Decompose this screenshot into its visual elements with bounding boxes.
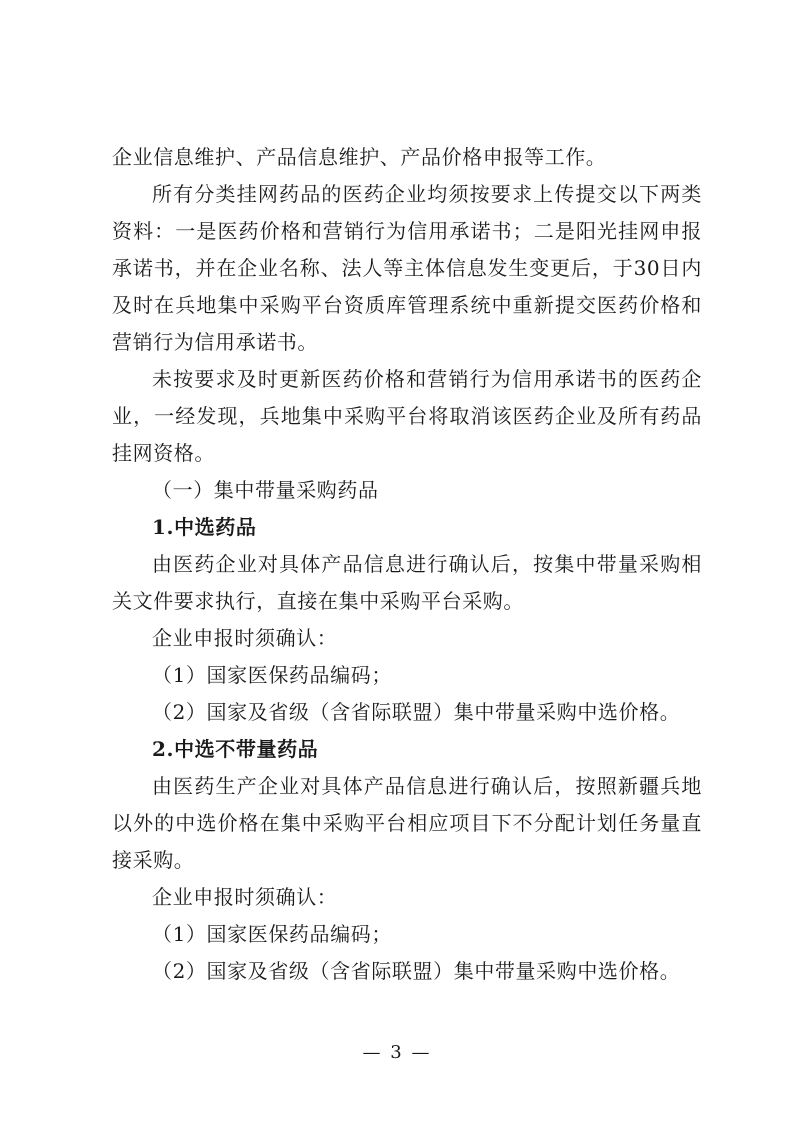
list-item-2: （2）国家及省级（含省际联盟）集中带量采购中选价格。 [152, 700, 681, 724]
list-item-4: （2）国家及省级（含省际联盟）集中带量采购中选价格。 [152, 959, 681, 983]
paragraph-4: 由医药企业对具体产品信息进行确认后，按集中带量采购相关文件要求执行，直接在集中采购平台采购。 [112, 552, 702, 613]
list-item-3: （1）国家医保药品编码； [152, 922, 392, 946]
document-body [112, 139, 702, 990]
paragraph-7: 企业申报时须确认： [152, 885, 338, 909]
list-item-1: （1）国家医保药品编码； [152, 663, 392, 687]
section-heading-1: （一）集中带量采购药品 [152, 478, 379, 502]
paragraph-3: 未按要求及时更新医药价格和营销行为信用承诺书的医药企业，一经发现，兵地集中采购平台将取消该医药企业及所有药品挂网资格。 [112, 367, 702, 465]
paragraph-1: 企业信息维护、产品信息维护、产品价格申报等工作。 [112, 145, 607, 169]
paragraph-5: 企业申报时须确认： [152, 626, 338, 650]
paragraph-2: 所有分类挂网药品的医药企业均须按要求上传提交以下两类资料：一是医药价格和营销行为信用承诺书；二是阳光挂网申报承诺书，并在企业名称、法人等主体信息发生变更后，于30日内及时在兵地集中采购平台资质库管理系统中重新提交医药价格和营销行为信用承诺书。 [112, 182, 702, 354]
subsection-heading-1: 1.中选药品 [152, 515, 257, 539]
page-number: — 3 — [362, 1042, 432, 1063]
paragraph-6: 由医药生产企业对具体产品信息进行确认后，按照新疆兵地以外的中选价格在集中采购平台相应项目下不分配计划任务量直接采购。 [112, 774, 702, 872]
subsection-heading-2: 2.中选不带量药品 [152, 737, 319, 761]
